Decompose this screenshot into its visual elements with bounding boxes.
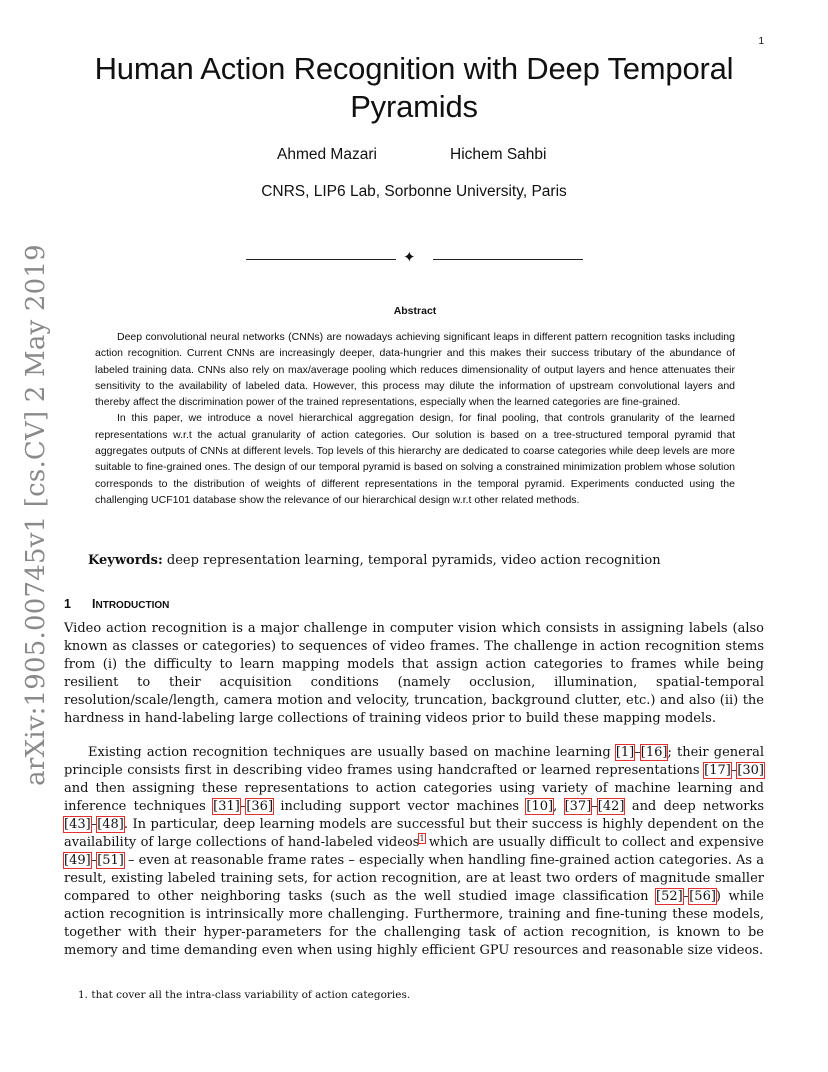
citation-link[interactable]: [31] [213, 799, 240, 814]
divider-line-right [433, 259, 583, 260]
text-run: and then assigning these representations to action categories using variety of machine learning and inference techniques [64, 781, 764, 814]
abstract-paragraph-2: In this paper, we introduce a novel hierarchical aggregation design, for final pooling, that controls granularity of the learned representations w.r.t the actual granularity of action categories. Our solution is based on a tree-structured temporal pyramid that aggregates outputs of CNNs at different levels. Top levels of this hierarchy are dedicated to coarse categories while deep levels are more suitable to fine-grained ones. The design of our temporal pyramid is based on solving a constrained minimization problem whose solution corresponds to the distribution of weights of different representations in the temporal pyramid. Experiments conducted using the challenging UCF101 database show the relevance of our hierarchical design w.r.t other related methods. [95, 412, 735, 506]
footnote: 1. that cover all the intra-class variability of action categories. [78, 989, 411, 1001]
text-run: – [682, 889, 690, 904]
divider-line-left [246, 259, 396, 260]
text-run: – even at reasonable frame rates – especially when handling fine-grained action categories. As a result, existing labeled training sets, for action recognition, are at least two orders of magnitude smaller compared to other neighboring tasks (such as the well studied image classification [64, 853, 764, 904]
citation-link[interactable]: [30] [737, 763, 764, 778]
divider-star-icon: ✦ [403, 249, 416, 266]
text-run: Existing action recognition techniques are usually based on machine learning [88, 745, 616, 760]
citation-link[interactable]: [1] [615, 745, 635, 760]
text-run: – [591, 799, 598, 814]
keywords-label: Keywords: [88, 553, 163, 568]
affiliation: CNRS, LIP6 Lab, Sorbonne University, Paris [261, 183, 567, 200]
citation-link[interactable]: [17] [704, 763, 731, 778]
author-2: Hichem Sahbi [450, 146, 547, 163]
section-heading [64, 597, 169, 611]
intro-paragraph-2 [64, 744, 764, 960]
text-run: including support vector machines [273, 799, 527, 814]
author-1: Ahmed Mazari [277, 146, 377, 163]
citation-link[interactable]: [16] [640, 745, 668, 760]
section-title-initial: I [92, 597, 96, 611]
footnote-link[interactable]: 1 [419, 833, 425, 843]
citation-link[interactable]: [10] [526, 799, 554, 814]
text-run: – [239, 799, 247, 814]
text-run: . In particular, deep learning models are successful but their success is highly dependent on the availability of large collections of hand-labeled videos [64, 817, 764, 850]
keywords-text: deep representation learning, temporal pyramids, video action recognition [162, 553, 661, 568]
citation-link[interactable]: [56] [689, 889, 716, 904]
arxiv-stamp: arXiv:1905.00745v1 [cs.CV] 2 May 2019 [21, 244, 51, 786]
text-run: – [634, 745, 641, 760]
text-run: and deep networks [624, 799, 764, 814]
text-run: – [90, 817, 98, 832]
paper-title: Human Action Recognition with Deep Temporal Pyramids [94, 51, 734, 124]
citation-link[interactable]: [49] [64, 853, 91, 868]
citation-link[interactable]: [48] [97, 817, 124, 832]
citation-link[interactable]: [52] [656, 889, 683, 904]
text-run: ; their general principle consists first in describing video frames using handcrafted or learned representations [64, 745, 764, 778]
text-run: – [730, 763, 738, 778]
citation-link[interactable]: [37] [564, 799, 592, 814]
text-run: which are usually difficult to collect and expensive [424, 835, 764, 850]
abstract-paragraph-1: Deep convolutional neural networks (CNNs) are nowadays achieving significant leaps in different pattern recognition tasks including action recognition. Current CNNs are increasingly deeper, data-hungrier and this makes their success tributary of the abundance of labeled training data. CNNs also rely on max/average pooling which reduces dimensionality of output layers and hence attenuates their sensitivity to the availability of labeled data. However, this process may dilute the information of upstream convolutional layers and thereby affect the discrimination power of the trained representations, especially when the learned categories are fine-grained. [95, 331, 735, 409]
citation-link[interactable]: [43] [64, 817, 91, 832]
citation-link[interactable]: [51] [97, 853, 124, 868]
text-run: , [553, 799, 565, 814]
abstract-heading: Abstract [393, 305, 437, 317]
text-run: – [90, 853, 98, 868]
text-run: ) while action recognition is intrinsically more challenging. Furthermore, training and fine-tuning these models, together with their hyper-parameters for the challenging task of action recognition, is known to be memory and time demanding even when using highly efficient GPU resources and reasonable size videos. [64, 889, 765, 958]
section-title-rest: NTRODUCTION [95, 600, 170, 611]
citation-link[interactable]: [42] [597, 799, 625, 814]
citation-link[interactable]: [36] [246, 799, 274, 814]
page-number: 1 [758, 36, 764, 47]
keywords [88, 552, 661, 570]
abstract-body [95, 329, 735, 508]
intro-paragraph-1: Video action recognition is a major challenge in computer vision which consists in assigning labels (also known as classes or categories) to sequences of video frames. The challenge in action recognition stems from (i) the difficulty to learn mapping models that assign action categories to frames while being resilient to their acquisition conditions (namely occlusion, illumination, spatial-temporal resolution/scale/length, camera motion and velocity, truncation, background clutter, etc.) and also (ii) the hardness in hand-labeling large collections of training videos prior to build these mapping models. [64, 621, 764, 726]
title-divider [246, 249, 583, 266]
section-number: 1 [64, 597, 71, 611]
